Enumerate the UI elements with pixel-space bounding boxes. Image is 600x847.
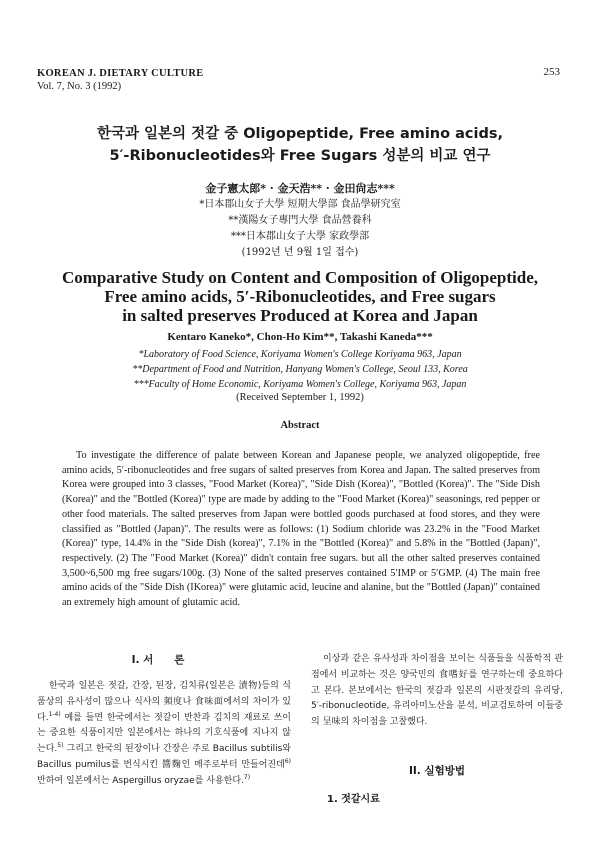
page-number: 253 — [543, 66, 560, 78]
left-column — [37, 679, 291, 790]
subsection-1-heading: 1. 젓갈시료 — [327, 794, 380, 805]
introduction-paragraph-2: 이상과 같은 유사성과 차이점을 보이는 식품들을 식품학적 관점에서 비교하는 것은 양국민의 食嗜好를 연구하는데 중요하다고 본다. 본보에서는 한국의 젓갈과 일본의 시판젓갈의 유리당, 5′-ribonucleotide, 유리아미노산을 분석, 비교검토하여 이들중의 呈味의 차이점을 고찰했다. — [311, 654, 563, 728]
intro-text-c: 그리고 한국의 된장이나 간장은 주로 Bacillus subtilis와 Bacillus pumilus를 번식시킨 醬麴인 메주로부터 만들어진데 — [37, 744, 291, 770]
citation: 1-4) — [48, 710, 61, 718]
korean-received: (1992년 년 9월 1일 접수) — [241, 247, 359, 258]
intro-text-d: 반하여 일본에서는 Aspergillus oryzae를 사용한다. — [37, 775, 244, 786]
abstract-heading: Abstract — [280, 420, 320, 431]
english-affiliation-2: **Department of Food and Nutrition, Hanyang Women's College, Seoul 133, Korea — [132, 364, 468, 375]
intro-text-b: 예를 들면 한국에서는 젓갈이 반찬과 김치의 재료로 쓰이는 중요한 식품이지만 일본에서는 하나의 기호식품에 지나지 않는다. — [37, 712, 291, 755]
korean-title-line-2: 5′-Ribonucleotides와 Free Sugars 성분의 비교 연구 — [109, 148, 491, 164]
english-received: (Received September 1, 1992) — [236, 392, 364, 403]
korean-affiliation-1: *日本郡山女子大學 短期大學部 食品學研究室 — [199, 199, 401, 210]
korean-title-line-1: 한국과 일본의 젓갈 중 Oligopeptide, Free amino acids, — [96, 126, 504, 142]
citation: 6) — [284, 757, 291, 765]
korean-authors: 金子憲太郎* · 金天浩** · 金田尙志*** — [205, 182, 395, 195]
section-2-heading: II. 실험방법 — [408, 765, 466, 777]
citation: 5) — [57, 742, 64, 750]
english-title-line-1: Comparative Study on Content and Composition of Oligopeptide, — [61, 268, 539, 287]
english-title-line-3: in salted preserves Produced at Korea and Japan — [122, 306, 478, 325]
english-title-line-2: Free amino acids, 5′-Ribonucleotides, and Free sugars — [104, 287, 496, 306]
journal-volume: Vol. 7, No. 3 (1992) — [37, 81, 122, 92]
journal-name: KOREAN J. DIETARY CULTURE — [37, 68, 204, 79]
english-authors: Kentaro Kaneko*, Chon-Ho Kim**, Takashi Kaneda*** — [167, 331, 433, 343]
korean-affiliation-3: ***日本郡山女子大學 家政學部 — [230, 231, 370, 242]
english-affiliation-1: *Laboratory of Food Science, Koriyama Women's College Koriyama 963, Japan — [138, 349, 462, 360]
right-column — [311, 652, 563, 731]
citation: 7) — [243, 773, 251, 781]
section-1-heading: I. 서 론 — [131, 654, 185, 666]
korean-affiliation-2: **漢陽女子專門大學 食品營養科 — [228, 215, 372, 226]
intro-text-a: 한국과 일본은 젓갈, 간장, 된장, 김치류(일본은 漬物)등의 식품상의 유사성이 많으나 식사의 頻度나 食味面에서의 차이가 있다. — [37, 681, 291, 723]
abstract-text: To investigate the difference of palate between Korean and Japanese people, we analyzed oligopeptide, free amino acids, 5′-ribonucleotides and free sugars of salted preserves from Korea and Japan. The salted preserves from Korea were grouped into 3 classes, "Food Market (Korea)", "Side Dish (Korea)", "Bottled (Korea)". The "Side Dish (Korea)" and the "Bottled (Korea)" type are made by adding to the "Food Market (Korea)" seasonings, red pepper or other food materials. The salted preserves from Japan were bottled goods purchased at food stores, and they were classified as "Bottled (Japan)". The results were as follows: (1) Sodium chloride was 23.2% in the "Food Market (Korea)" type, 14.4% in the "Side Dish (korea)", 7.1% in the "Bottled (Korea)" and 5.8% in the "Bottled (Japan)", respectively. (2) The "Food Market (Korea)" didn't contain free sugars. but all the other salted preserves contained 3,500~6,500 mg free sugars/100g. (3) None of the salted preserves contained 5′IMP or 5′GMP. (4) The main free amino acids of the "Side Dish (IKorea)" were glutamic acid, leucine and alanine, but the "Bottled (Japan)" contained an extremely high amount of glutamic acid. — [62, 450, 540, 609]
introduction-paragraph-1 — [37, 679, 291, 790]
english-affiliation-3: ***Faculty of Home Economic, Koriyama Women's College, Koriyama 963, Japan — [133, 379, 467, 390]
